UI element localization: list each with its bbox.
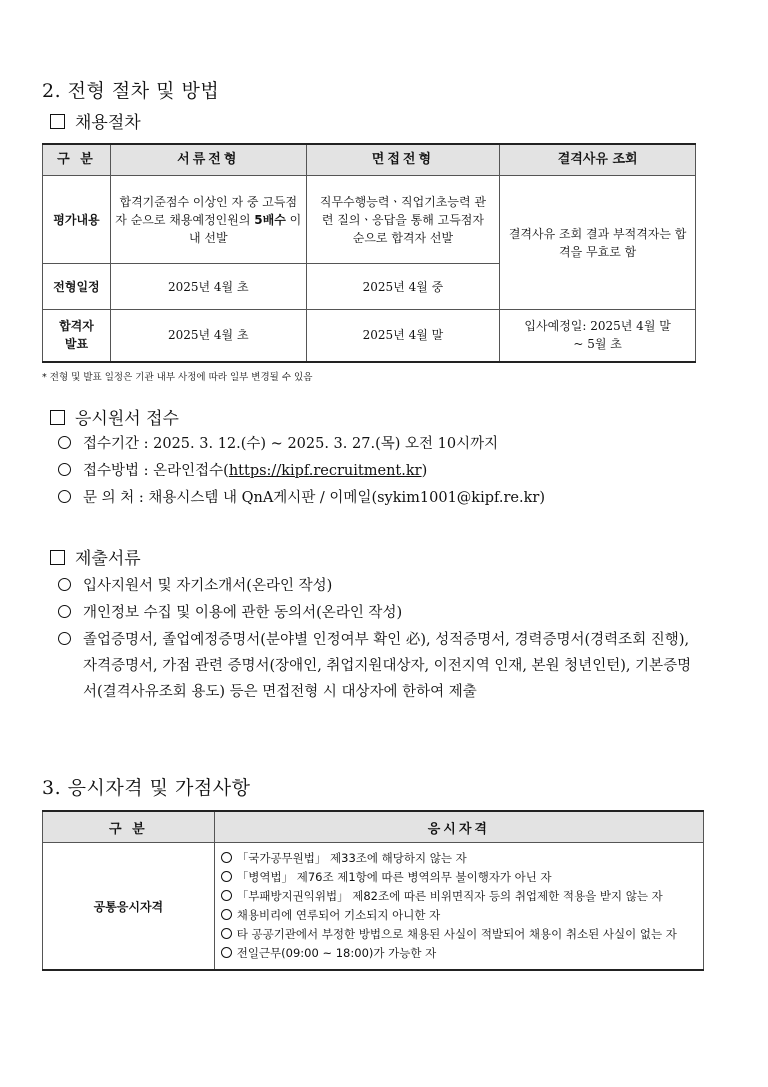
interview-schedule-cell: 2025년 4월 중 <box>306 264 500 310</box>
start-date-cell: 입사예정일: 2025년 4월 말 ~ 5월 초 <box>500 310 696 362</box>
item-text: 전일근무(09:00 ~ 18:00)가 가능한 자 <box>236 946 437 960</box>
header-document-screening: 서류전형 <box>110 144 306 176</box>
procedure-table <box>42 143 696 363</box>
list-item <box>221 887 697 906</box>
header-interview: 면접전형 <box>306 144 500 176</box>
recruitment-site-link[interactable]: https://kipf.recruitment.kr <box>228 463 422 479</box>
square-bullet-icon <box>50 550 65 565</box>
application-period <box>58 431 498 457</box>
qualification-list <box>214 843 703 971</box>
item-text: 「부패방지권익위법」 제82조에 따른 비위면직자 등의 취업제한 적용을 받지 않는 자 <box>236 889 663 903</box>
row-label: 공통응시자격 <box>43 843 215 971</box>
table-row <box>43 176 696 264</box>
application-contact <box>58 485 545 511</box>
header-category: 구 분 <box>43 144 111 176</box>
document-evaluation-cell <box>110 176 306 264</box>
circle-bullet-icon <box>58 578 71 591</box>
item-text: 타 공공기관에서 부정한 방법으로 채용된 사실이 적발되어 채용이 취소된 사실이 없는 자 <box>236 927 677 941</box>
header-category: 구 분 <box>43 811 215 843</box>
list-item <box>58 600 402 626</box>
qualification-table <box>42 810 704 971</box>
square-bullet-icon <box>50 114 65 129</box>
circle-bullet-icon <box>58 463 71 476</box>
subsection-application <box>50 404 179 429</box>
header-disqualification-check: 결격사유 조회 <box>500 144 696 176</box>
subsection-label: 채용절차 <box>75 113 141 133</box>
interview-evaluation-cell: 직무수행능력ㆍ직업기초능력 관련 질의ㆍ응답을 통해 고득점자 순으로 합격자 선발 <box>306 176 500 264</box>
subsection-recruitment-procedure <box>50 108 141 133</box>
circle-bullet-icon <box>221 871 232 882</box>
subsection-documents <box>50 544 141 569</box>
circle-bullet-icon <box>221 947 232 958</box>
list-item <box>58 627 698 705</box>
circle-bullet-icon <box>58 605 71 618</box>
item-text: 「국가공무원법」 제33조에 해당하지 않는 자 <box>236 851 467 865</box>
section-3-title: 3. 응시자격 및 가점사항 <box>42 777 251 799</box>
circle-bullet-icon <box>221 909 232 920</box>
document-announcement-cell: 2025년 4월 초 <box>110 310 306 362</box>
item-text: ) <box>421 463 428 479</box>
list-item <box>221 849 697 868</box>
list-item <box>221 868 697 887</box>
cell-text: 합격기준점수 이상인 자 중 고득점자 순으로 채용예정인원의 <box>115 194 298 227</box>
section-2-title: 2. 전형 절차 및 방법 <box>42 80 220 102</box>
circle-bullet-icon <box>221 852 232 863</box>
item-text: 졸업증명서, 졸업예정증명서(분야별 인정여부 확인 必), 성적증명서, 경력증명서(경력조회 진행), 자격증명서, 가점 관련 증명서(장애인, 취업지원대상자, 이전지역 인재, 본원 청년인턴), 기본증명서(결격사유조회 용도) 등은 면접전형 시 대상자에 한하여 제출 <box>83 632 692 700</box>
table-header-row <box>43 144 696 176</box>
item-text: 입사지원서 및 자기소개서(온라인 작성) <box>83 578 333 594</box>
application-method <box>58 458 427 484</box>
circle-bullet-icon <box>58 632 71 645</box>
row-label: 합격자 발표 <box>43 310 111 362</box>
cell-text: 이내 선발 <box>188 212 302 245</box>
header-qualification: 응시자격 <box>214 811 703 843</box>
table-row <box>43 843 704 971</box>
item-text: 개인정보 수집 및 이용에 관한 동의서(온라인 작성) <box>83 605 403 621</box>
row-label: 평가내용 <box>43 176 111 264</box>
list-item <box>221 906 697 925</box>
interview-announcement-cell: 2025년 4월 말 <box>306 310 500 362</box>
item-text: 「병역법」 제76조 제1항에 따른 병역의무 불이행자가 아닌 자 <box>236 870 552 884</box>
subsection-label: 제출서류 <box>75 549 141 569</box>
circle-bullet-icon <box>58 490 71 503</box>
document-schedule-cell: 2025년 4월 초 <box>110 264 306 310</box>
item-text: 접수기간 : 2025. 3. 12.(수) ~ 2025. 3. 27.(목) 오전 10시까지 <box>83 436 499 452</box>
circle-bullet-icon <box>58 436 71 449</box>
schedule-note: * 전형 및 발표 일정은 기관 내부 사정에 따라 일부 변경될 수 있음 <box>42 372 313 383</box>
item-text: 문 의 처 : 채용시스템 내 QnA게시판 / 이메일(sykim1001@kipf.re.kr) <box>83 490 545 506</box>
item-text: 채용비리에 연루되어 기소되지 아니한 자 <box>236 908 441 922</box>
disqualification-cell: 결격사유 조회 결과 부적격자는 합격을 무효로 함 <box>500 176 696 310</box>
list-item <box>58 573 332 599</box>
subsection-label: 응시원서 접수 <box>75 409 179 429</box>
table-row <box>43 310 696 362</box>
row-label: 전형일정 <box>43 264 111 310</box>
circle-bullet-icon <box>221 928 232 939</box>
bold-text: 5배수 <box>254 212 286 227</box>
square-bullet-icon <box>50 410 65 425</box>
circle-bullet-icon <box>221 890 232 901</box>
table-header-row <box>43 811 704 843</box>
list-item <box>221 925 697 944</box>
item-text: 접수방법 : 온라인접수( <box>83 463 229 479</box>
list-item <box>221 944 697 963</box>
